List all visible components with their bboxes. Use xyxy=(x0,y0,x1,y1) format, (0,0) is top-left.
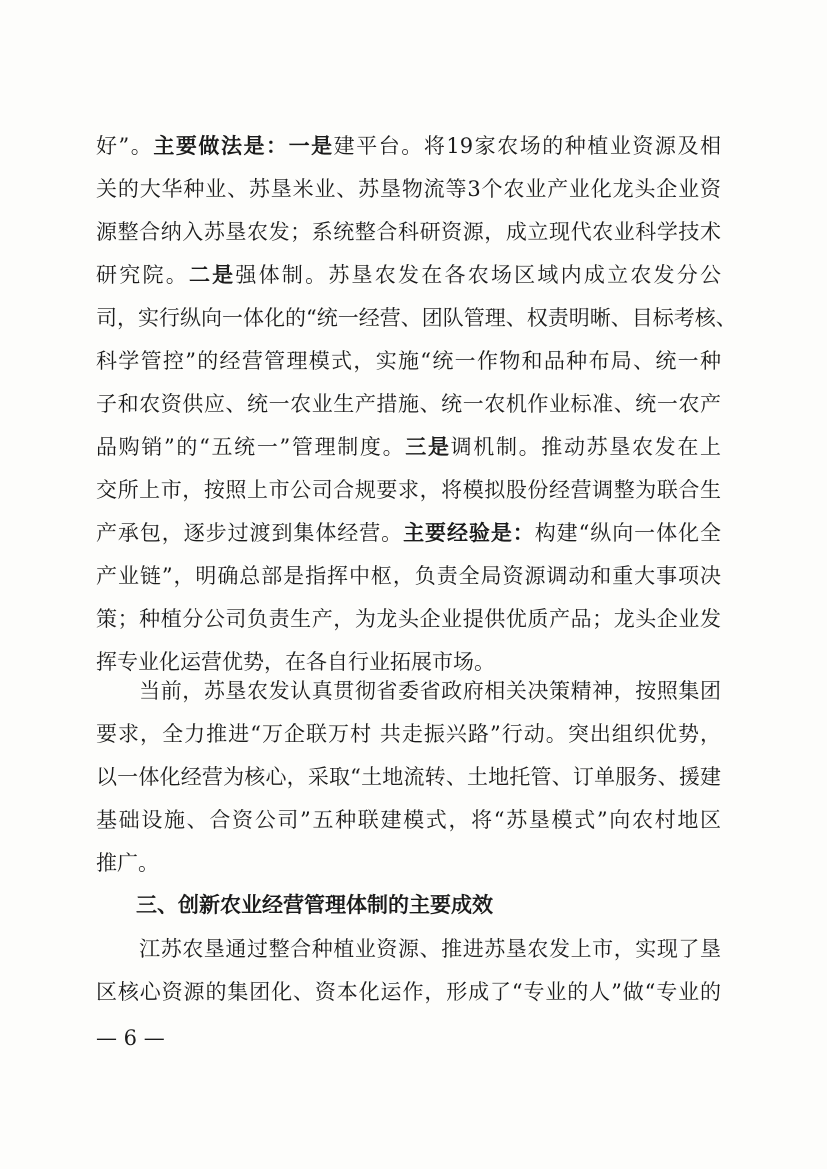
section-heading: 三、创新农业经营管理体制的主要成效 xyxy=(136,893,493,917)
text-line xyxy=(96,431,721,463)
text-segment: 司，实行纵向一体化的“统一经营、团队管理、权责明晰、目标考核、 xyxy=(96,306,737,330)
bold-phrase: 主要经验是： xyxy=(403,521,535,545)
text-line xyxy=(96,976,721,1008)
text-segment: 交所上市，按照上市公司合规要求，将模拟股份经营调整为联合生 xyxy=(96,478,721,502)
text-line xyxy=(96,675,721,707)
text-segment: 产业链”，明确总部是指挥中枢，负责全局资源调动和重大事项决 xyxy=(96,564,721,588)
text-line xyxy=(96,933,721,965)
text-segment: 要求，全力推进“万企联万村 共走振兴路”行动。突出组织优势， xyxy=(96,722,721,746)
text-segment: 建平台。将19家农场的种植业资源及相 xyxy=(333,134,721,158)
bold-phrase: 二是 xyxy=(188,263,236,287)
text-line xyxy=(96,517,721,549)
text-segment: 推广。 xyxy=(96,851,159,875)
text-segment: 以一体化经营为核心，采取“土地流转、土地托管、订单服务、援建 xyxy=(96,765,721,789)
text-line xyxy=(96,130,721,162)
bold-phrase: 三是 xyxy=(405,435,451,459)
text-line xyxy=(96,560,721,592)
text-segment: 江苏农垦通过整合种植业资源、推进苏垦农发上市，实现了垦 xyxy=(96,937,721,961)
text-line xyxy=(96,259,721,291)
text-segment: 当前，苏垦农发认真贯彻省委省政府相关决策精神，按照集团 xyxy=(96,679,721,703)
text-line xyxy=(96,302,737,334)
text-segment: 科学管控”的经营管理模式，实施“统一作物和品种布局、统一种 xyxy=(96,349,721,373)
text-line xyxy=(96,216,721,248)
text-line xyxy=(96,603,721,635)
text-segment: 区核心资源的集团化、资本化运作，形成了“专业的人”做“专业的 xyxy=(96,980,721,1004)
text-line xyxy=(96,646,721,678)
text-segment: 强体制。苏垦农发在各农场区域内成立农发分公 xyxy=(235,263,722,287)
text-line xyxy=(96,345,721,377)
text-line xyxy=(96,173,721,205)
text-line xyxy=(96,474,721,506)
text-segment: 基础设施、合资公司”五种联建模式，将“苏垦模式”向农村地区 xyxy=(96,808,721,832)
text-segment: 策；种植分公司负责生产，为龙头企业提供优质产品；龙头企业发 xyxy=(96,607,721,631)
text-line xyxy=(96,847,721,879)
text-segment: 调机制。推动苏垦农发在上 xyxy=(450,435,722,459)
text-segment: 挥专业化运营优势，在各自行业拓展市场。 xyxy=(96,650,495,674)
text-segment: 构建“纵向一体化全 xyxy=(534,521,721,545)
text-segment: 关的大华种业、苏垦米业、苏垦物流等3个农业产业化龙头企业资 xyxy=(96,177,721,201)
page-number: — 6 — xyxy=(96,1026,165,1050)
bold-phrase: 主要做法是：一是 xyxy=(153,134,334,158)
text-line xyxy=(96,388,721,420)
text-segment: 产承包，逐步过渡到集体经营。 xyxy=(96,521,404,545)
text-segment: 好”。 xyxy=(96,134,154,158)
text-line xyxy=(96,761,721,793)
text-line xyxy=(96,804,721,836)
text-segment: 子和农资供应、统一农业生产措施、统一农机作业标准、统一农产 xyxy=(96,392,721,416)
text-segment: 源整合纳入苏垦农发；系统整合科研资源，成立现代农业科学技术 xyxy=(96,220,721,244)
text-line xyxy=(96,718,721,750)
text-segment: 研究院。 xyxy=(96,263,189,287)
text-segment: 品购销”的“五统一”管理制度。 xyxy=(96,435,406,459)
